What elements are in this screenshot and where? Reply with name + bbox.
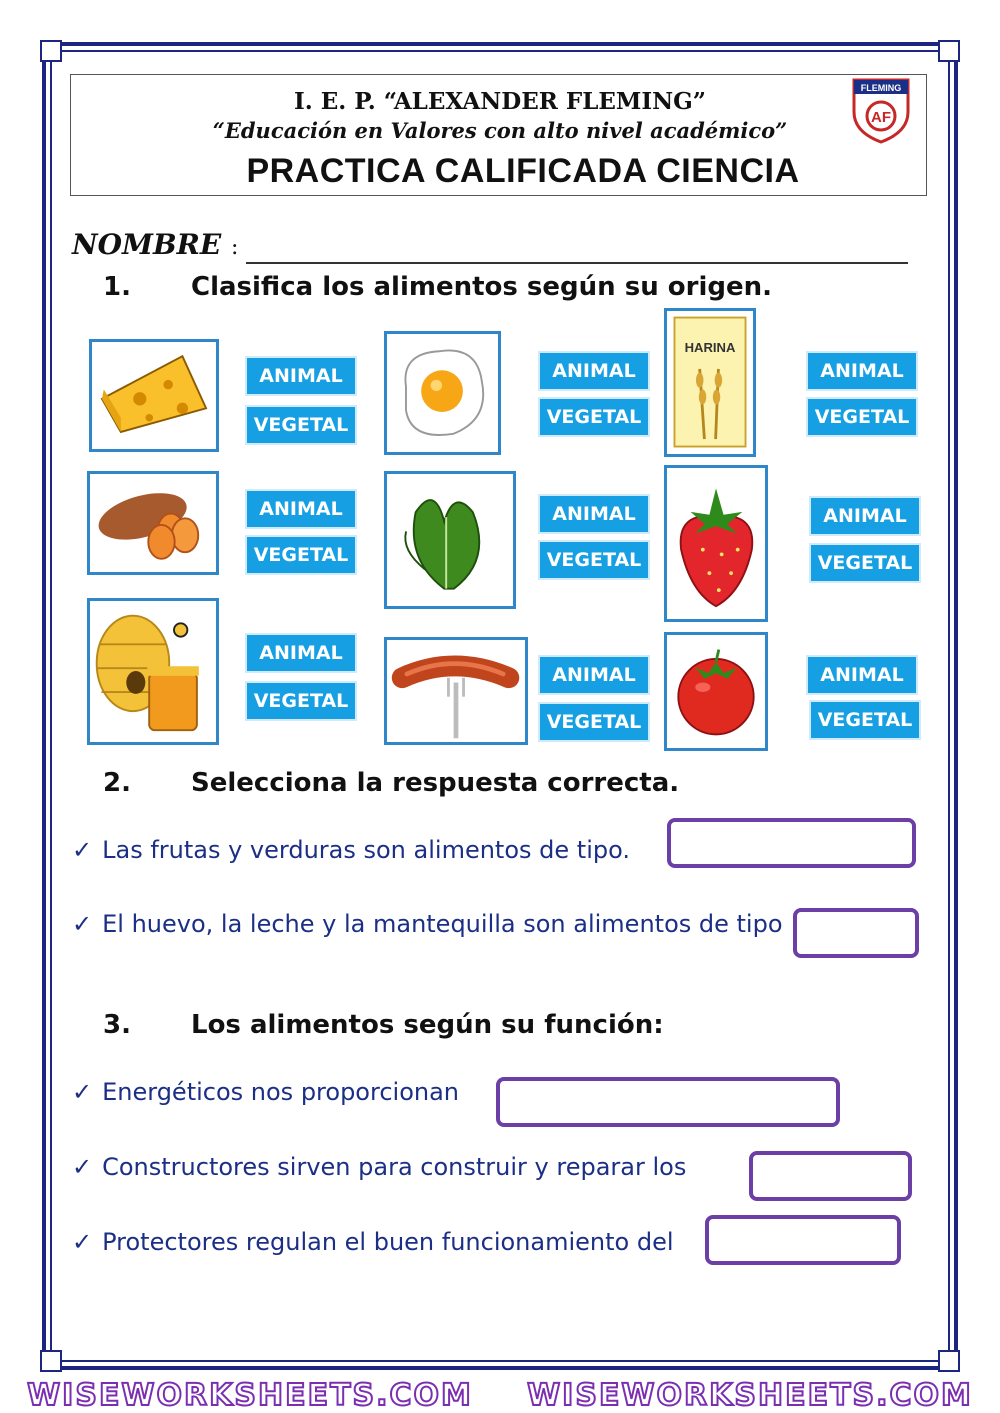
option-animal[interactable]: ANIMAL xyxy=(809,496,921,536)
check-icon: ✓ xyxy=(72,836,93,864)
option-animal[interactable]: ANIMAL xyxy=(538,655,650,695)
honey-image xyxy=(87,598,219,745)
question-item: ✓ Protectores regulan el buen funcionamiento del xyxy=(72,1228,674,1256)
svg-text:HARINA: HARINA xyxy=(684,340,736,356)
tomato-icon xyxy=(667,635,765,748)
name-label: NOMBRE : xyxy=(72,228,239,261)
svg-text:AF: AF xyxy=(871,109,891,126)
school-motto: “Educación en Valores con alto nivel académico” xyxy=(212,118,788,143)
answer-box[interactable] xyxy=(496,1077,840,1127)
strawberry-icon xyxy=(667,468,765,619)
corner-ornament xyxy=(938,40,960,62)
page-title: PRACTICA CALIFICADA CIENCIA xyxy=(246,152,800,190)
option-vegetal[interactable]: VEGETAL xyxy=(538,540,650,580)
question-item: ✓ Constructores sirven para construir y reparar los xyxy=(72,1153,687,1181)
egg-image xyxy=(384,331,501,455)
check-icon: ✓ xyxy=(72,1153,93,1181)
corner-ornament xyxy=(40,40,62,62)
option-animal[interactable]: ANIMAL xyxy=(806,351,918,391)
option-animal[interactable]: ANIMAL xyxy=(245,633,357,673)
spinach-image xyxy=(384,471,516,609)
option-vegetal[interactable]: VEGETAL xyxy=(538,397,650,437)
option-vegetal[interactable]: VEGETAL xyxy=(806,397,918,437)
option-animal[interactable]: ANIMAL xyxy=(806,655,918,695)
sausage-image xyxy=(384,637,528,745)
tomato-image xyxy=(664,632,768,751)
svg-text:FLEMING: FLEMING xyxy=(860,83,902,93)
strawberry-image xyxy=(664,465,768,622)
question-item: ✓ El huevo, la leche y la mantequilla son alimentos de tipo xyxy=(72,910,783,938)
option-vegetal[interactable]: VEGETAL xyxy=(809,543,921,583)
option-animal[interactable]: ANIMAL xyxy=(245,489,357,529)
option-vegetal[interactable]: VEGETAL xyxy=(538,702,650,742)
option-vegetal[interactable]: VEGETAL xyxy=(245,681,357,721)
option-animal[interactable]: ANIMAL xyxy=(245,356,357,396)
check-icon: ✓ xyxy=(72,1078,93,1106)
school-logo xyxy=(850,76,912,144)
option-vegetal[interactable]: VEGETAL xyxy=(245,535,357,575)
question-item: ✓ Las frutas y verduras son alimentos de tipo. xyxy=(72,836,630,864)
flour-bag-icon xyxy=(667,311,753,454)
corner-ornament xyxy=(40,1350,62,1372)
cheese-image xyxy=(89,339,219,452)
answer-box[interactable] xyxy=(667,818,916,868)
spinach-icon xyxy=(387,474,513,606)
check-icon: ✓ xyxy=(72,910,93,938)
option-animal[interactable]: ANIMAL xyxy=(538,351,650,391)
corner-ornament xyxy=(938,1350,960,1372)
question-item: ✓ Energéticos nos proporcionan xyxy=(72,1078,460,1106)
honey-icon xyxy=(90,601,216,742)
sweet-potato-icon xyxy=(90,474,216,572)
name-input-line[interactable] xyxy=(246,262,908,264)
option-vegetal[interactable]: VEGETAL xyxy=(809,700,921,740)
sweet-potato-image xyxy=(87,471,219,575)
fried-egg-icon xyxy=(387,334,498,452)
footer-watermark: WISEWORKSHEETS.COM WISEWORKSHEETS.COM xyxy=(27,1378,973,1413)
answer-box[interactable] xyxy=(793,908,919,958)
sausage-icon xyxy=(387,640,525,742)
school-name: I. E. P. “ALEXANDER FLEMING” xyxy=(293,88,707,115)
option-animal[interactable]: ANIMAL xyxy=(538,494,650,534)
flour-image xyxy=(664,308,756,457)
option-vegetal[interactable]: VEGETAL xyxy=(245,405,357,445)
check-icon: ✓ xyxy=(72,1228,93,1256)
answer-box[interactable] xyxy=(749,1151,912,1201)
cheese-icon xyxy=(92,342,216,449)
answer-box[interactable] xyxy=(705,1215,901,1265)
